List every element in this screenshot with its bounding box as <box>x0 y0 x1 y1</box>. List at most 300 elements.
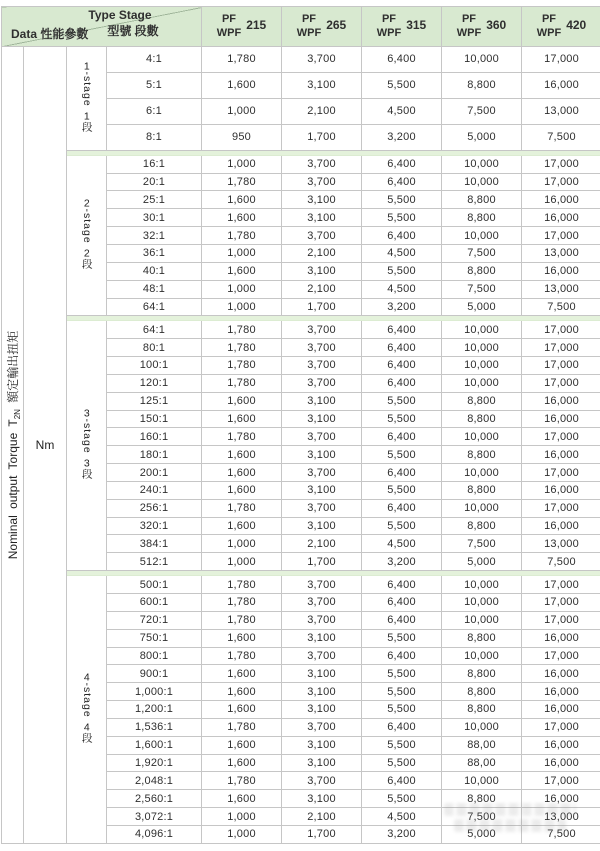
torque-value-cell: 16,000 <box>522 517 600 535</box>
ratio-cell: 200:1 <box>107 464 202 482</box>
torque-value-cell: 1,780 <box>202 47 282 73</box>
stage-group-label-1 <box>67 47 107 151</box>
torque-value-cell: 5,500 <box>362 701 442 719</box>
series-pf: PF <box>221 12 236 25</box>
torque-value-cell: 7,500 <box>522 298 600 316</box>
ratio-cell: 8:1 <box>107 124 202 150</box>
torque-value-cell: 1,600 <box>202 736 282 754</box>
torque-value-cell: 6,400 <box>362 339 442 357</box>
torque-value-cell: 10,000 <box>442 227 522 245</box>
torque-value-cell: 17,000 <box>522 718 600 736</box>
torque-value-cell: 1,000 <box>202 535 282 553</box>
torque-value-cell: 8,800 <box>442 191 522 209</box>
torque-value-cell: 17,000 <box>522 647 600 665</box>
torque-value-cell: 4,500 <box>362 98 442 124</box>
torque-label <box>3 331 21 560</box>
ratio-cell: 384:1 <box>107 535 202 553</box>
torque-value-cell: 6,400 <box>362 647 442 665</box>
torque-value-cell: 6,400 <box>362 357 442 375</box>
data-label: Data 性能參數 <box>11 27 89 41</box>
torque-value-cell: 1,600 <box>202 410 282 428</box>
torque-value-cell: 1,600 <box>202 754 282 772</box>
torque-value-cell: 1,600 <box>202 665 282 683</box>
torque-value-cell: 10,000 <box>442 647 522 665</box>
torque-value-cell: 6,400 <box>362 173 442 191</box>
torque-value-cell: 8,800 <box>442 481 522 499</box>
torque-value-cell: 16,000 <box>522 446 600 464</box>
torque-value-cell: 17,000 <box>522 464 600 482</box>
torque-value-cell: 2,100 <box>282 98 362 124</box>
torque-value-cell: 3,700 <box>282 173 362 191</box>
ratio-cell: 40:1 <box>107 262 202 280</box>
torque-value-cell: 5,500 <box>362 209 442 227</box>
torque-value-cell: 3,700 <box>282 155 362 173</box>
torque-value-cell: 10,000 <box>442 772 522 790</box>
stage-number: 1 <box>83 61 90 72</box>
torque-label-sub: 2N <box>12 409 22 420</box>
torque-value-cell: 3,200 <box>362 298 442 316</box>
size-label: 265 <box>326 18 347 32</box>
ratio-cell: 48:1 <box>107 280 202 298</box>
stage-vertical-label: 4-stage 4段 <box>80 672 93 744</box>
torque-value-cell: 5,500 <box>362 446 442 464</box>
ratio-cell: 1,000:1 <box>107 683 202 701</box>
torque-value-cell: 1,700 <box>282 298 362 316</box>
torque-value-cell: 6,400 <box>362 576 442 594</box>
stage-vertical-label: 1-stage 1段 <box>80 61 93 133</box>
torque-value-cell: 2,100 <box>282 808 362 826</box>
torque-value-cell: 10,000 <box>442 357 522 375</box>
torque-axis-cell <box>2 47 24 844</box>
torque-value-cell: 1,000 <box>202 553 282 571</box>
torque-value-cell: 6,400 <box>362 464 442 482</box>
torque-value-cell: 3,100 <box>282 517 362 535</box>
torque-value-cell: 17,000 <box>522 321 600 339</box>
torque-value-cell: 7,500 <box>442 244 522 262</box>
torque-value-cell: 7,500 <box>442 98 522 124</box>
torque-value-cell: 10,000 <box>442 321 522 339</box>
torque-value-cell: 1,000 <box>202 825 282 843</box>
torque-value-cell: 16,000 <box>522 701 600 719</box>
ratio-cell: 320:1 <box>107 517 202 535</box>
torque-value-cell: 6,400 <box>362 611 442 629</box>
torque-value-cell: 1,780 <box>202 428 282 446</box>
torque-value-cell: 13,000 <box>522 535 600 553</box>
ratio-cell: 1,536:1 <box>107 718 202 736</box>
ratio-cell: 2,560:1 <box>107 790 202 808</box>
series-names <box>377 13 401 41</box>
series-pf: PF <box>541 12 556 25</box>
torque-value-cell: 17,000 <box>522 428 600 446</box>
torque-value-cell: 3,100 <box>282 481 362 499</box>
torque-value-cell: 3,100 <box>282 72 362 98</box>
torque-value-cell: 3,100 <box>282 209 362 227</box>
torque-value-cell: 17,000 <box>522 772 600 790</box>
diagonal-header-cell <box>2 7 202 47</box>
torque-value-cell: 3,100 <box>282 736 362 754</box>
pf-wpf-label <box>442 13 521 41</box>
torque-value-cell: 6,400 <box>362 499 442 517</box>
stage-group-label-3 <box>67 321 107 571</box>
torque-value-cell: 5,000 <box>442 124 522 150</box>
col-header-215 <box>202 7 282 47</box>
table-row <box>2 47 600 73</box>
torque-value-cell: 1,780 <box>202 647 282 665</box>
torque-value-cell: 16,000 <box>522 665 600 683</box>
torque-value-cell: 3,100 <box>282 191 362 209</box>
col-header-420 <box>522 7 600 47</box>
size-label: 315 <box>406 18 427 32</box>
ratio-cell: 600:1 <box>107 594 202 612</box>
torque-value-cell: 10,000 <box>442 428 522 446</box>
ratio-cell: 64:1 <box>107 321 202 339</box>
torque-value-cell: 8,800 <box>442 262 522 280</box>
torque-value-cell: 3,100 <box>282 446 362 464</box>
series-wpf: WPF <box>536 26 562 39</box>
ratio-cell: 4:1 <box>107 47 202 73</box>
torque-value-cell: 5,500 <box>362 481 442 499</box>
ratio-cell: 6:1 <box>107 98 202 124</box>
torque-value-cell: 5,000 <box>442 298 522 316</box>
ratio-cell: 150:1 <box>107 410 202 428</box>
torque-value-cell: 16,000 <box>522 629 600 647</box>
torque-value-cell: 3,700 <box>282 321 362 339</box>
torque-value-cell: 17,000 <box>522 576 600 594</box>
ratio-cell: 512:1 <box>107 553 202 571</box>
torque-value-cell: 10,000 <box>442 339 522 357</box>
ratio-cell: 750:1 <box>107 629 202 647</box>
torque-value-cell: 6,400 <box>362 718 442 736</box>
torque-value-cell: 3,700 <box>282 594 362 612</box>
torque-value-cell: 1,000 <box>202 808 282 826</box>
torque-value-cell: 17,000 <box>522 374 600 392</box>
torque-value-cell: 6,400 <box>362 155 442 173</box>
torque-value-cell: 1,000 <box>202 298 282 316</box>
stage-group-label-2 <box>67 155 107 316</box>
ratio-cell: 2,048:1 <box>107 772 202 790</box>
torque-value-cell: 10,000 <box>442 611 522 629</box>
ratio-cell: 500:1 <box>107 576 202 594</box>
torque-value-cell: 3,100 <box>282 262 362 280</box>
series-pf: PF <box>301 12 316 25</box>
torque-value-cell: 1,780 <box>202 594 282 612</box>
torque-value-cell: 6,400 <box>362 374 442 392</box>
torque-value-cell: 5,500 <box>362 392 442 410</box>
torque-value-cell: 7,500 <box>442 535 522 553</box>
stage-number: 3 <box>83 458 90 469</box>
stage-number: 4 <box>83 672 90 683</box>
torque-value-cell: 5,500 <box>362 754 442 772</box>
pf-wpf-label <box>522 13 600 41</box>
torque-value-cell: 1,600 <box>202 446 282 464</box>
torque-value-cell: 1,780 <box>202 357 282 375</box>
series-wpf: WPF <box>456 26 482 39</box>
torque-value-cell: 1,600 <box>202 191 282 209</box>
torque-value-cell: 1,600 <box>202 683 282 701</box>
torque-value-cell: 8,800 <box>442 665 522 683</box>
torque-value-cell: 1,600 <box>202 701 282 719</box>
torque-value-cell: 5,500 <box>362 683 442 701</box>
torque-value-cell: 1,600 <box>202 209 282 227</box>
table-body <box>2 47 600 844</box>
size-label: 215 <box>246 18 267 32</box>
torque-value-cell: 6,400 <box>362 47 442 73</box>
ratio-cell: 800:1 <box>107 647 202 665</box>
stage-group-label-4 <box>67 576 107 844</box>
torque-value-cell: 5,500 <box>362 736 442 754</box>
header-row <box>2 7 600 47</box>
torque-value-cell: 13,000 <box>522 244 600 262</box>
torque-value-cell: 1,600 <box>202 629 282 647</box>
series-wpf: WPF <box>296 26 322 39</box>
pf-wpf-label <box>362 13 441 41</box>
torque-value-cell: 17,000 <box>522 594 600 612</box>
torque-value-cell: 8,800 <box>442 410 522 428</box>
torque-value-cell: 5,500 <box>362 410 442 428</box>
torque-value-cell: 1,600 <box>202 481 282 499</box>
torque-value-cell: 7,500 <box>442 808 522 826</box>
torque-value-cell: 1,780 <box>202 339 282 357</box>
col-header-315 <box>362 7 442 47</box>
torque-value-cell: 17,000 <box>522 47 600 73</box>
torque-value-cell: 1,000 <box>202 155 282 173</box>
torque-value-cell: 1,700 <box>282 124 362 150</box>
torque-value-cell: 3,100 <box>282 754 362 772</box>
torque-value-cell: 6,400 <box>362 428 442 446</box>
stage-number: 4 <box>83 721 90 733</box>
table-row <box>2 576 600 594</box>
torque-value-cell: 10,000 <box>442 173 522 191</box>
torque-value-cell: 4,500 <box>362 244 442 262</box>
torque-value-cell: 10,000 <box>442 464 522 482</box>
torque-value-cell: 10,000 <box>442 594 522 612</box>
size-label: 360 <box>486 18 507 32</box>
torque-value-cell: 5,000 <box>442 825 522 843</box>
torque-value-cell: 13,000 <box>522 280 600 298</box>
torque-value-cell: 5,500 <box>362 665 442 683</box>
torque-value-cell: 5,500 <box>362 790 442 808</box>
torque-value-cell: 16,000 <box>522 736 600 754</box>
type-stage-en: Type Stage <box>88 8 152 22</box>
ratio-cell: 1,200:1 <box>107 701 202 719</box>
torque-value-cell: 3,100 <box>282 665 362 683</box>
torque-value-cell: 17,000 <box>522 173 600 191</box>
series-names <box>457 13 481 41</box>
torque-value-cell: 3,700 <box>282 47 362 73</box>
torque-value-cell: 16,000 <box>522 72 600 98</box>
torque-value-cell: 10,000 <box>442 47 522 73</box>
torque-value-cell: 5,500 <box>362 629 442 647</box>
torque-value-cell: 8,800 <box>442 517 522 535</box>
torque-value-cell: 16,000 <box>522 481 600 499</box>
torque-value-cell: 3,700 <box>282 374 362 392</box>
torque-value-cell: 8,800 <box>442 683 522 701</box>
size-label: 420 <box>566 18 587 32</box>
torque-value-cell: 5,500 <box>362 517 442 535</box>
table-row <box>2 321 600 339</box>
torque-value-cell: 1,780 <box>202 227 282 245</box>
series-wpf: WPF <box>376 26 402 39</box>
torque-value-cell: 6,400 <box>362 594 442 612</box>
torque-value-cell: 16,000 <box>522 209 600 227</box>
torque-value-cell: 8,800 <box>442 72 522 98</box>
torque-value-cell: 1,780 <box>202 718 282 736</box>
table-row <box>2 155 600 173</box>
torque-value-cell: 8,800 <box>442 209 522 227</box>
series-names <box>537 13 561 41</box>
series-wpf: WPF <box>216 26 242 39</box>
torque-value-cell: 1,700 <box>282 825 362 843</box>
ratio-cell: 80:1 <box>107 339 202 357</box>
torque-value-cell: 8,800 <box>442 790 522 808</box>
torque-value-cell: 5,000 <box>442 553 522 571</box>
torque-value-cell: 1,000 <box>202 98 282 124</box>
torque-value-cell: 3,100 <box>282 410 362 428</box>
ratio-cell: 720:1 <box>107 611 202 629</box>
torque-value-cell: 3,700 <box>282 428 362 446</box>
torque-value-cell: 6,400 <box>362 321 442 339</box>
torque-value-cell: 1,780 <box>202 611 282 629</box>
torque-value-cell: 10,000 <box>442 155 522 173</box>
torque-value-cell: 17,000 <box>522 499 600 517</box>
ratio-cell: 100:1 <box>107 357 202 375</box>
series-pf: PF <box>461 12 476 25</box>
torque-value-cell: 88,00 <box>442 754 522 772</box>
torque-value-cell: 10,000 <box>442 374 522 392</box>
unit-cell: Nm <box>24 47 67 844</box>
ratio-cell: 5:1 <box>107 72 202 98</box>
ratio-cell: 180:1 <box>107 446 202 464</box>
torque-value-cell: 1,700 <box>282 553 362 571</box>
torque-value-cell: 8,800 <box>442 446 522 464</box>
torque-value-cell: 17,000 <box>522 227 600 245</box>
torque-value-cell: 1,780 <box>202 374 282 392</box>
torque-label-cn: 額定輸出扭矩 <box>5 330 20 410</box>
col-header-360 <box>442 7 522 47</box>
torque-value-cell: 17,000 <box>522 611 600 629</box>
ratio-cell: 3,072:1 <box>107 808 202 826</box>
ratio-cell: 160:1 <box>107 428 202 446</box>
torque-value-cell: 3,100 <box>282 701 362 719</box>
torque-value-cell: 3,700 <box>282 499 362 517</box>
torque-value-cell: 1,780 <box>202 576 282 594</box>
torque-value-cell: 3,700 <box>282 357 362 375</box>
ratio-cell: 16:1 <box>107 155 202 173</box>
torque-value-cell: 16,000 <box>522 790 600 808</box>
torque-value-cell: 13,000 <box>522 98 600 124</box>
torque-value-cell: 3,700 <box>282 464 362 482</box>
torque-value-cell: 16,000 <box>522 392 600 410</box>
torque-value-cell: 3,100 <box>282 790 362 808</box>
torque-value-cell: 1,600 <box>202 790 282 808</box>
ratio-cell: 20:1 <box>107 173 202 191</box>
torque-value-cell: 3,700 <box>282 576 362 594</box>
torque-value-cell: 8,800 <box>442 701 522 719</box>
pf-wpf-label <box>202 13 281 41</box>
torque-value-cell: 4,500 <box>362 535 442 553</box>
ratio-cell: 1,920:1 <box>107 754 202 772</box>
torque-value-cell: 1,780 <box>202 173 282 191</box>
torque-value-cell: 2,100 <box>282 535 362 553</box>
torque-value-cell: 16,000 <box>522 191 600 209</box>
torque-value-cell: 2,100 <box>282 244 362 262</box>
torque-value-cell: 1,600 <box>202 517 282 535</box>
ratio-cell: 25:1 <box>107 191 202 209</box>
torque-value-cell: 1,600 <box>202 392 282 410</box>
torque-value-cell: 3,700 <box>282 772 362 790</box>
torque-value-cell: 3,200 <box>362 553 442 571</box>
torque-value-cell: 10,000 <box>442 576 522 594</box>
torque-value-cell: 10,000 <box>442 499 522 517</box>
torque-label-en: Nominal output Torque T <box>5 419 20 560</box>
torque-value-cell: 950 <box>202 124 282 150</box>
torque-value-cell: 16,000 <box>522 262 600 280</box>
torque-value-cell: 3,700 <box>282 647 362 665</box>
torque-value-cell: 3,100 <box>282 392 362 410</box>
stage-number: 1 <box>83 110 90 122</box>
ratio-cell: 1,600:1 <box>107 736 202 754</box>
torque-value-cell: 16,000 <box>522 683 600 701</box>
ratio-cell: 64:1 <box>107 298 202 316</box>
torque-value-cell: 1,600 <box>202 72 282 98</box>
torque-value-cell: 1,000 <box>202 280 282 298</box>
torque-value-cell: 3,700 <box>282 718 362 736</box>
torque-value-cell: 3,200 <box>362 124 442 150</box>
torque-value-cell: 8,800 <box>442 392 522 410</box>
torque-value-cell: 10,000 <box>442 718 522 736</box>
torque-value-cell: 7,500 <box>522 825 600 843</box>
ratio-cell: 120:1 <box>107 374 202 392</box>
torque-value-cell: 17,000 <box>522 357 600 375</box>
torque-value-cell: 3,100 <box>282 683 362 701</box>
torque-value-cell: 16,000 <box>522 410 600 428</box>
torque-value-cell: 1,000 <box>202 244 282 262</box>
series-names <box>297 13 321 41</box>
type-stage-cn: 型號 段數 <box>107 23 159 38</box>
torque-value-cell: 3,700 <box>282 227 362 245</box>
pf-wpf-label <box>282 13 361 41</box>
torque-value-cell: 17,000 <box>522 155 600 173</box>
stage-vertical-label: 3-stage 3段 <box>80 408 93 481</box>
ratio-cell: 32:1 <box>107 227 202 245</box>
torque-value-cell: 8,800 <box>442 629 522 647</box>
torque-value-cell: 6,400 <box>362 772 442 790</box>
ratio-cell: 240:1 <box>107 481 202 499</box>
torque-value-cell: 3,100 <box>282 629 362 647</box>
torque-value-cell: 17,000 <box>522 339 600 357</box>
ratio-cell: 256:1 <box>107 499 202 517</box>
torque-value-cell: 3,700 <box>282 339 362 357</box>
ratio-cell: 4,096:1 <box>107 825 202 843</box>
torque-value-cell: 6,400 <box>362 227 442 245</box>
torque-value-cell: 7,500 <box>522 124 600 150</box>
ratio-cell: 36:1 <box>107 244 202 262</box>
torque-value-cell: 5,500 <box>362 72 442 98</box>
series-pf: PF <box>381 12 396 25</box>
torque-value-cell: 13,000 <box>522 808 600 826</box>
series-names <box>217 13 241 41</box>
torque-spec-table <box>1 6 600 844</box>
stage-vertical-label: 2-stage 2段 <box>80 198 93 270</box>
torque-value-cell: 1,600 <box>202 262 282 280</box>
torque-value-cell: 4,500 <box>362 280 442 298</box>
col-header-265 <box>282 7 362 47</box>
stage-number: 2 <box>83 198 90 209</box>
torque-value-cell: 1,780 <box>202 499 282 517</box>
torque-value-cell: 16,000 <box>522 754 600 772</box>
torque-value-cell: 1,600 <box>202 464 282 482</box>
stage-number: 2 <box>83 247 90 259</box>
